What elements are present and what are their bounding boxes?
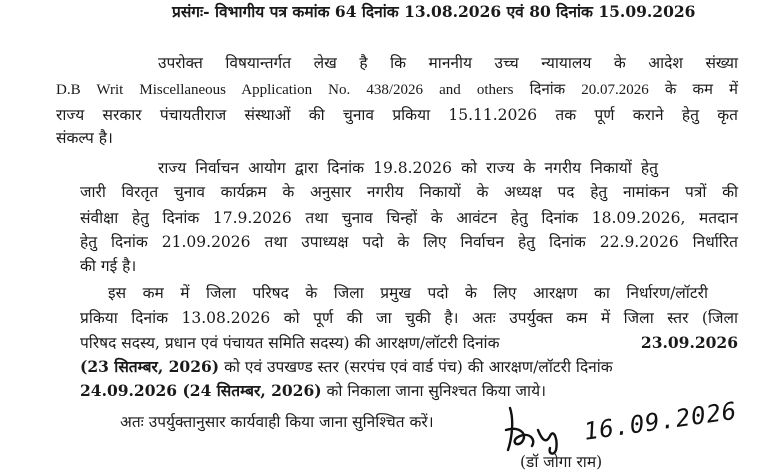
para3-date-23: 23.09.2026 (640, 333, 738, 352)
subject-num1: 64 (334, 2, 357, 21)
para3-date-23-words: (23 सितम्बर, 2026) (80, 357, 220, 376)
para1-line-4: संकल्प है। (56, 129, 113, 147)
closing-line: अतः उपर्युक्तानुसार कार्यवाही किया जाना सुनिश्चित करें। (120, 413, 434, 431)
para3-line-4-text: को एवं उपखण्ड स्तर (सरपंच एवं वार्ड पंच) की आरक्षण/लॉटरी दिनांक (224, 358, 613, 376)
subject-prefix: प्रसंगः- विभागीय पत्र कमांक (172, 2, 330, 21)
para3-line-3 (80, 333, 738, 353)
para3-line-5-text: को निकाला जाना सुनिश्चत किया जाये। (326, 382, 546, 400)
subject-and: एवं (506, 2, 524, 21)
handwritten-signature (500, 400, 580, 458)
signatory-name: (डॉ जोगा राम) (520, 453, 603, 471)
para1-line-2: D.B Writ Miscellaneous Application No. 438/2026 and others दिनांक 20.07.2026 के कम में (56, 82, 738, 98)
subject-line (172, 2, 695, 22)
para3-line-3-text: परिषद सदस्य, प्रधान एवं पंचायत समिति सदस्य) की आरक्षण/लॉटरी दिनांक (80, 334, 500, 352)
para3-line-5 (80, 381, 546, 401)
para2-line-5: की गई है। (80, 257, 137, 275)
para3-line-4 (80, 357, 613, 377)
signature-date: 16.09.2026 (582, 396, 739, 446)
subject-date2: 15.09.2026 (598, 2, 696, 21)
subject-num2: 80 (529, 2, 551, 21)
para2-line-1: राज्य निर्वाचन आयोग द्वारा दिनांक 19.8.2026 को राज्य के नगरीय निकायों हेतु (158, 159, 658, 177)
para2-line-3: संवीक्षा हेतु दिनांक 17.9.2026 तथा चुनाव चिन्हों के आवंटन हेतु दिनांक 18.09.2026, मतदान (80, 209, 738, 227)
subject-date1: 13.08.2026 (404, 2, 502, 21)
para1-line-3: राज्य सरकार पंचायतीराज संस्थाओं की चुनाव प्रकिया 15.11.2026 तक पूर्ण कराने हेतु कृत (56, 106, 738, 124)
para2-line-4: हेतु दिनांक 21.09.2026 तथा उपाध्यक्ष पदो के लिए निर्वाचन हेतु दिनांक 22.9.2026 निर्धारित (80, 233, 738, 251)
subject-date-word2: दिनांक (556, 2, 593, 21)
para1-line-1: उपरोक्त विषयान्तर्गत लेख है कि माननीय उच्च न्यायालय के आदेश संख्या (158, 54, 738, 72)
subject-date-word1: दिनांक (361, 2, 399, 21)
para3-line-1: इस कम में जिला परिषद के जिला प्रमुख पदो के लिए आरक्षण का निर्धारण/लॉटरी (108, 284, 708, 302)
para2-line-2: जारी विरतृत चुनाव कार्यक्रम के अनुसार नगरीय निकायों के अध्यक्ष पद हेतु नामांकन पत्रों की (80, 183, 738, 201)
para3-line-2: प्रकिया दिनांक 13.08.2026 को पूर्ण की जा चुकी है। अतः उपर्युक्त कम में जिला स्तर (जिला (80, 309, 738, 327)
para3-date-24: 24.09.2026 (24 सितम्बर, 2026) (80, 381, 322, 400)
